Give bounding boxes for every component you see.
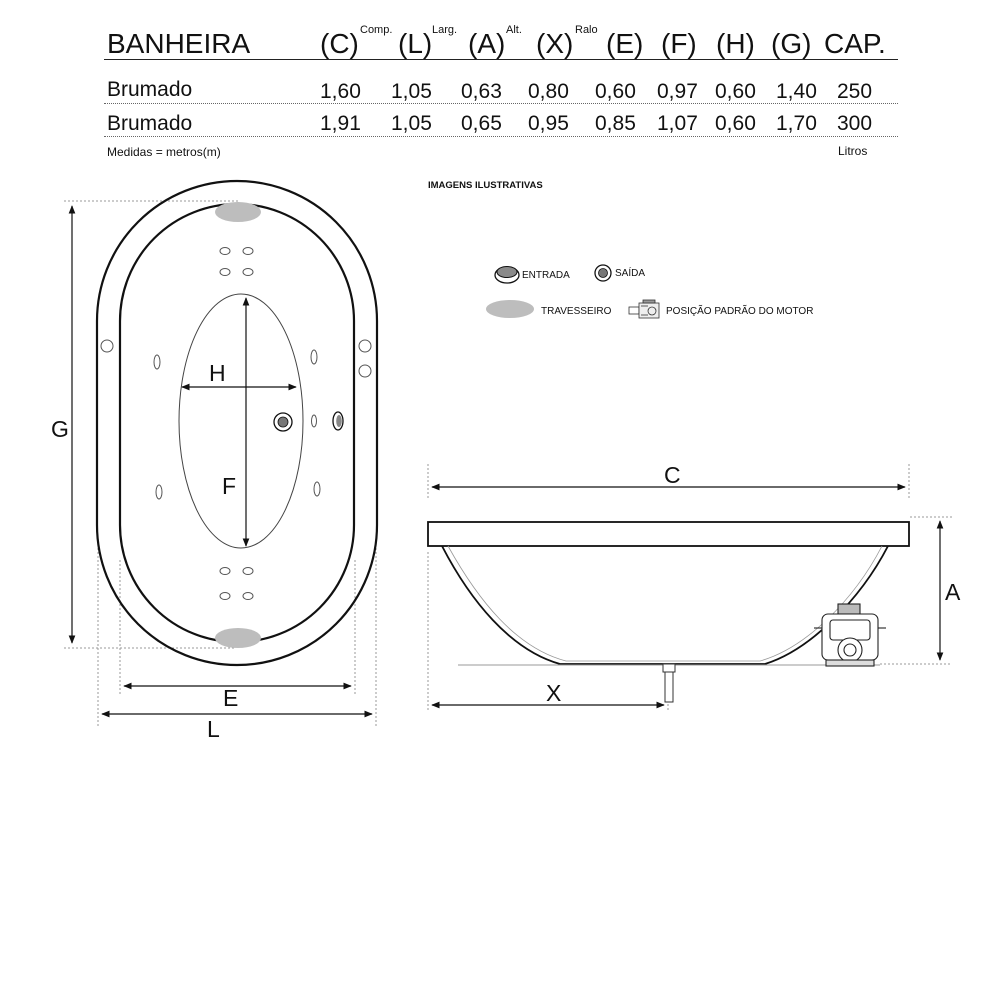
row2-a: 0,65 [461,112,502,135]
row1-c: 1,60 [320,80,361,103]
row2-f: 1,07 [657,112,698,135]
dimension-x-label: X [546,680,562,706]
dimension-h-label: H [209,360,226,386]
side-body-inner [448,546,882,661]
row2-l: 1,05 [391,112,432,135]
row2-h: 0,60 [715,112,756,135]
side-view-guides [428,464,952,712]
col-header-x: (X) [536,28,574,59]
col-sup-l: Larg. [432,24,458,36]
legend-travesseiro-label: TRAVESSEIRO [541,306,612,317]
col-header-a: (A) [468,28,506,59]
illustrative-note: IMAGENS ILUSTRATIVAS [428,180,543,191]
col-sup-x: Ralo [575,24,598,36]
row2-cap: 300 [837,112,873,135]
row1-h: 0,60 [715,80,756,103]
row1-l: 1,05 [391,80,432,103]
legend-motor-label: POSIÇÃO PADRÃO DO MOTOR [666,306,814,317]
dimension-l-label: L [207,716,220,742]
side-body-outer [442,546,888,664]
col-header-c: (C) [320,28,359,59]
dimension-f-label: F [222,473,237,499]
row2-g: 1,70 [776,112,817,135]
motor-icon [814,604,886,666]
legend-entrada-label: ENTRADA [522,270,570,281]
row1-g: 1,40 [776,80,817,103]
side-rim [428,522,909,546]
row2-name: Brumado [107,112,193,135]
col-sup-c: Comp. [360,24,393,36]
col-header-e: (E) [606,28,644,59]
col-header-f: (F) [661,28,697,59]
dimension-g-label: G [51,416,69,442]
col-header-cap: CAP. [824,28,886,59]
dimension-c-label: C [664,462,681,488]
legend-saida-label: SAÍDA [615,268,646,279]
dimension-e-label: E [223,685,239,711]
row1-f: 0,97 [657,80,698,103]
row2-e: 0,85 [595,112,636,135]
row2-x: 0,95 [528,112,569,135]
row2-c: 1,91 [320,112,361,135]
row1-a: 0,63 [461,80,502,103]
col-sup-a: Alt. [506,24,522,36]
row1-cap: 250 [837,80,873,103]
row1-e: 0,60 [595,80,636,103]
units-note: Medidas = metros(m) [107,145,221,159]
table-title: BANHEIRA [107,28,251,59]
col-header-l: (L) [398,28,433,59]
col-header-h: (H) [716,28,755,59]
dimension-a-label: A [945,579,961,605]
cap-unit: Litros [838,144,868,158]
drain-pipe [663,664,675,702]
row1-name: Brumado [107,78,193,101]
row1-x: 0,80 [528,80,569,103]
col-header-g: (G) [771,28,812,59]
